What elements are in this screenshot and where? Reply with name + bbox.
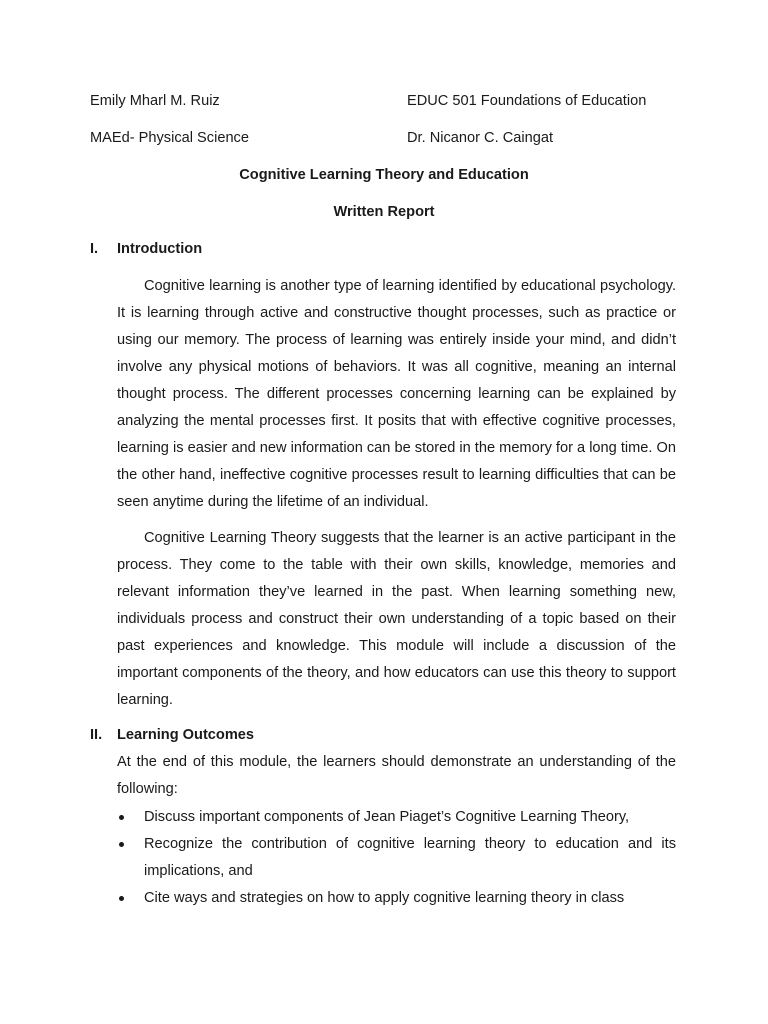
document-title: Cognitive Learning Theory and Education	[239, 167, 529, 183]
section-title: Introduction	[117, 241, 203, 257]
author-name: Emily Mharl M. Ruiz	[90, 93, 220, 109]
course-name: EDUC 501 Foundations of Education	[407, 93, 647, 109]
list-item-text: Recognize the contribution of cognitive learning theory to education and its implications, and	[144, 836, 676, 879]
list-item	[117, 804, 676, 831]
section-title: Learning Outcomes	[117, 727, 255, 743]
header-row-1	[90, 93, 678, 113]
instructor-name: Dr. Nicanor C. Caingat	[407, 130, 553, 146]
section-heading-introduction	[90, 241, 202, 257]
list-item	[117, 885, 676, 912]
bullet-icon	[119, 896, 124, 901]
list-item-text: Discuss important components of Jean Piaget’s Cognitive Learning Theory,	[144, 809, 630, 825]
bullet-icon	[119, 815, 124, 820]
list-item-text: Cite ways and strategies on how to apply cognitive learning theory in class	[144, 890, 625, 906]
program-name: MAEd- Physical Science	[90, 130, 249, 146]
section-heading-learning-outcomes	[90, 727, 254, 743]
list-item	[117, 831, 676, 885]
document-subtitle: Written Report	[333, 204, 435, 220]
introduction-paragraph-2: Cognitive Learning Theory suggests that the learner is an active participant in the process. They come to the table with their own skills, knowledge, memories and relevant information they’ve learned in the past. When learning something new, individuals process and construct their own understanding of a topic based on their past experiences and knowledge. This module will include a discussion of the important components of the theory, and how educators can use this theory to support learning.	[117, 530, 676, 708]
introduction-paragraph-1: Cognitive learning is another type of learning identified by educational psychology. It is learning through active and constructive thought processes, such as practice or using our memory. The process of learning was entirely inside your mind, and didn’t involve any physical motions of behaviors. It was all cognitive, meaning an internal thought process. The different processes concerning learning can be explained by analyzing the mental processes first. It posits that with effective cognitive processes, learning is easier and new information can be stored in the memory for a long time. On the other hand, ineffective cognitive processes result to learning difficulties that can be seen anytime during the lifetime of an individual.	[117, 278, 676, 510]
learning-outcomes-list	[117, 804, 676, 912]
section-number: I.	[90, 241, 99, 257]
section-number: II.	[90, 727, 103, 743]
bullet-icon	[119, 842, 124, 847]
header-row-2	[90, 130, 678, 150]
learning-outcomes-intro: At the end of this module, the learners should demonstrate an understanding of the following:	[117, 754, 676, 797]
